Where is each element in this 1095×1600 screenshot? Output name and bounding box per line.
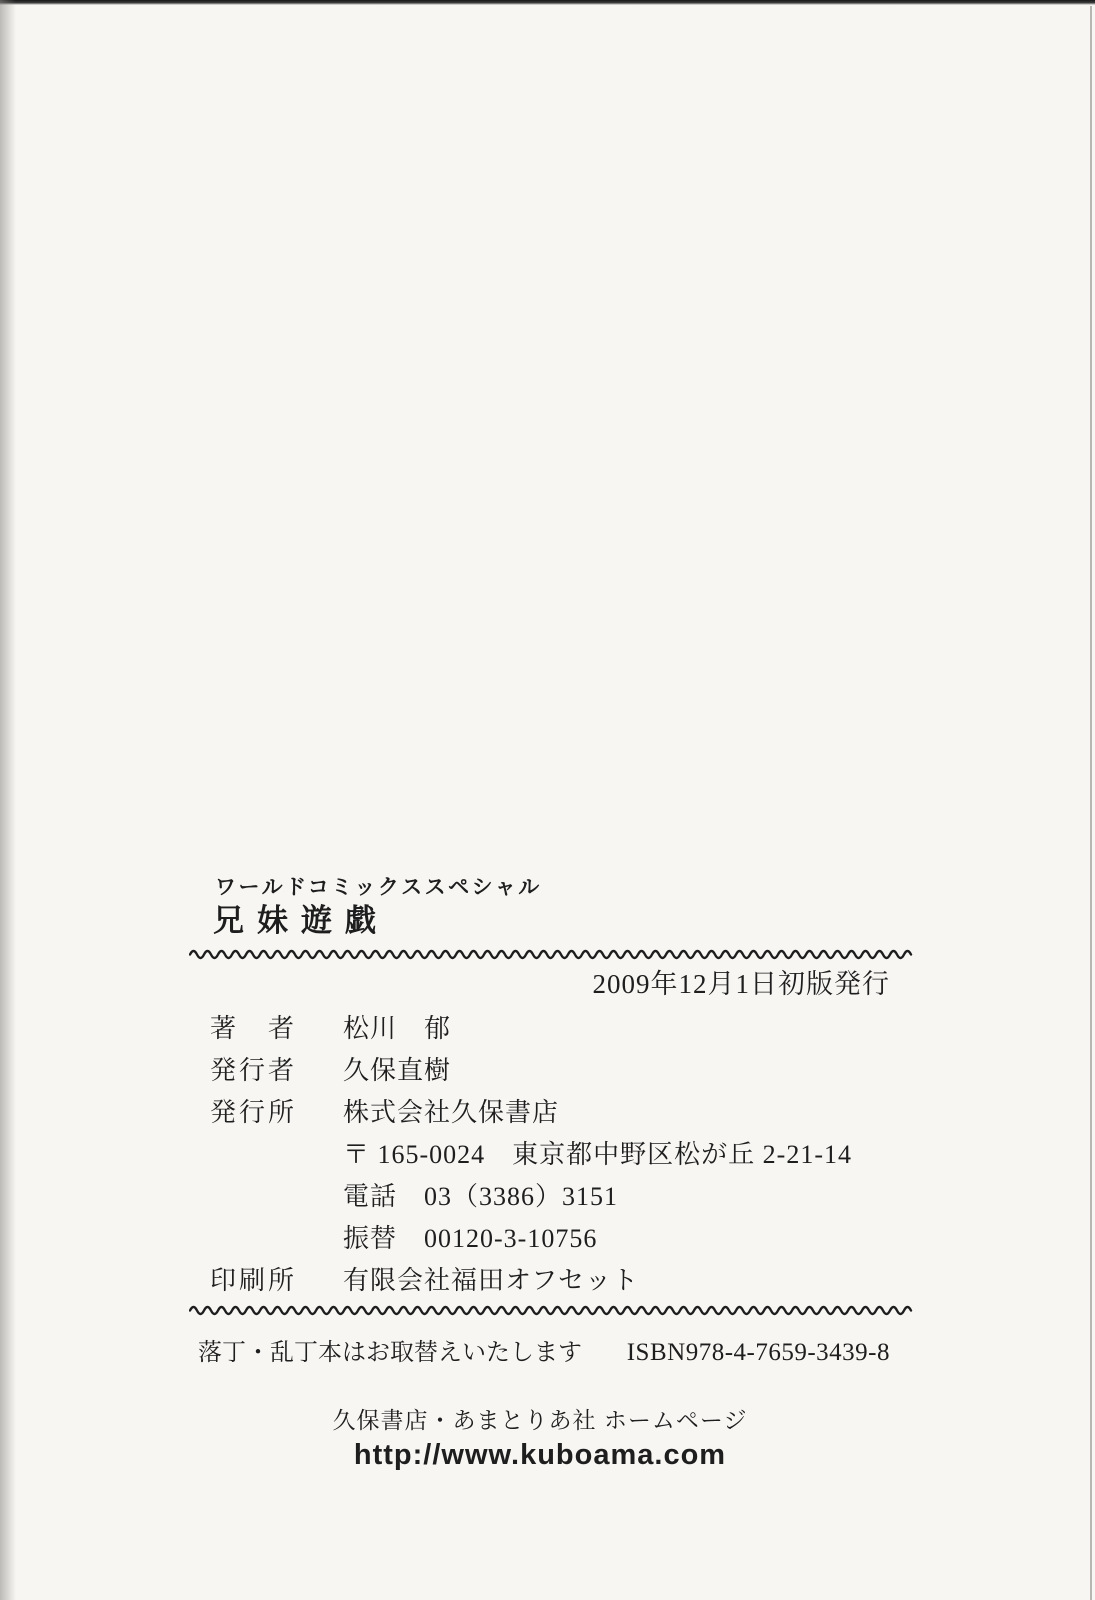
- row-phone: [210, 1176, 852, 1218]
- row-value: 松川 郁: [343, 1014, 452, 1043]
- row-printer: [210, 1260, 852, 1302]
- replacement-notice: 落丁・乱丁本はお取替えいたします: [198, 1340, 582, 1366]
- series-label: ワールドコミックススペシャル: [215, 876, 542, 899]
- isbn-number: ISBN978-4-7659-3439-8: [626, 1339, 890, 1366]
- wavy-divider-top: [189, 946, 913, 960]
- row-label: 発行所: [210, 1098, 294, 1127]
- row-label: 発行者: [210, 1056, 294, 1085]
- row-value: 有限会社福田オフセット: [343, 1266, 639, 1295]
- row-value: 電話 03（3386）3151: [343, 1182, 619, 1211]
- book-title: 兄妹遊戯: [213, 903, 389, 938]
- row-value: 久保直樹: [343, 1056, 452, 1085]
- scan-left-gutter: [0, 0, 16, 1600]
- row-author: [210, 1008, 852, 1050]
- wavy-divider-bottom: [189, 1302, 913, 1316]
- row-address: [210, 1134, 852, 1176]
- scan-top-edge: [0, 0, 1095, 5]
- homepage-block: [0, 1405, 1080, 1472]
- row-label: 著 者: [210, 1014, 294, 1043]
- colophon-rows: [210, 1008, 852, 1302]
- row-value: 振替 00120-3-10756: [343, 1224, 598, 1253]
- edition-date: 2009年12月1日初版発行: [592, 969, 890, 999]
- homepage-label: 久保書店・あまとりあ社 ホームページ: [332, 1407, 748, 1433]
- row-label: 印刷所: [210, 1266, 294, 1295]
- scan-right-page-edge: [1090, 6, 1092, 1600]
- row-publisher-person: [210, 1050, 852, 1092]
- homepage-url: http://www.kuboama.com: [353, 1439, 727, 1471]
- row-publishing-house: [210, 1092, 852, 1134]
- row-postal-transfer: [210, 1218, 852, 1260]
- row-value: 〒 165-0024 東京都中野区松が丘 2-21-14: [343, 1140, 852, 1169]
- notice-row: [198, 1336, 890, 1370]
- row-value: 株式会社久保書店: [343, 1098, 560, 1127]
